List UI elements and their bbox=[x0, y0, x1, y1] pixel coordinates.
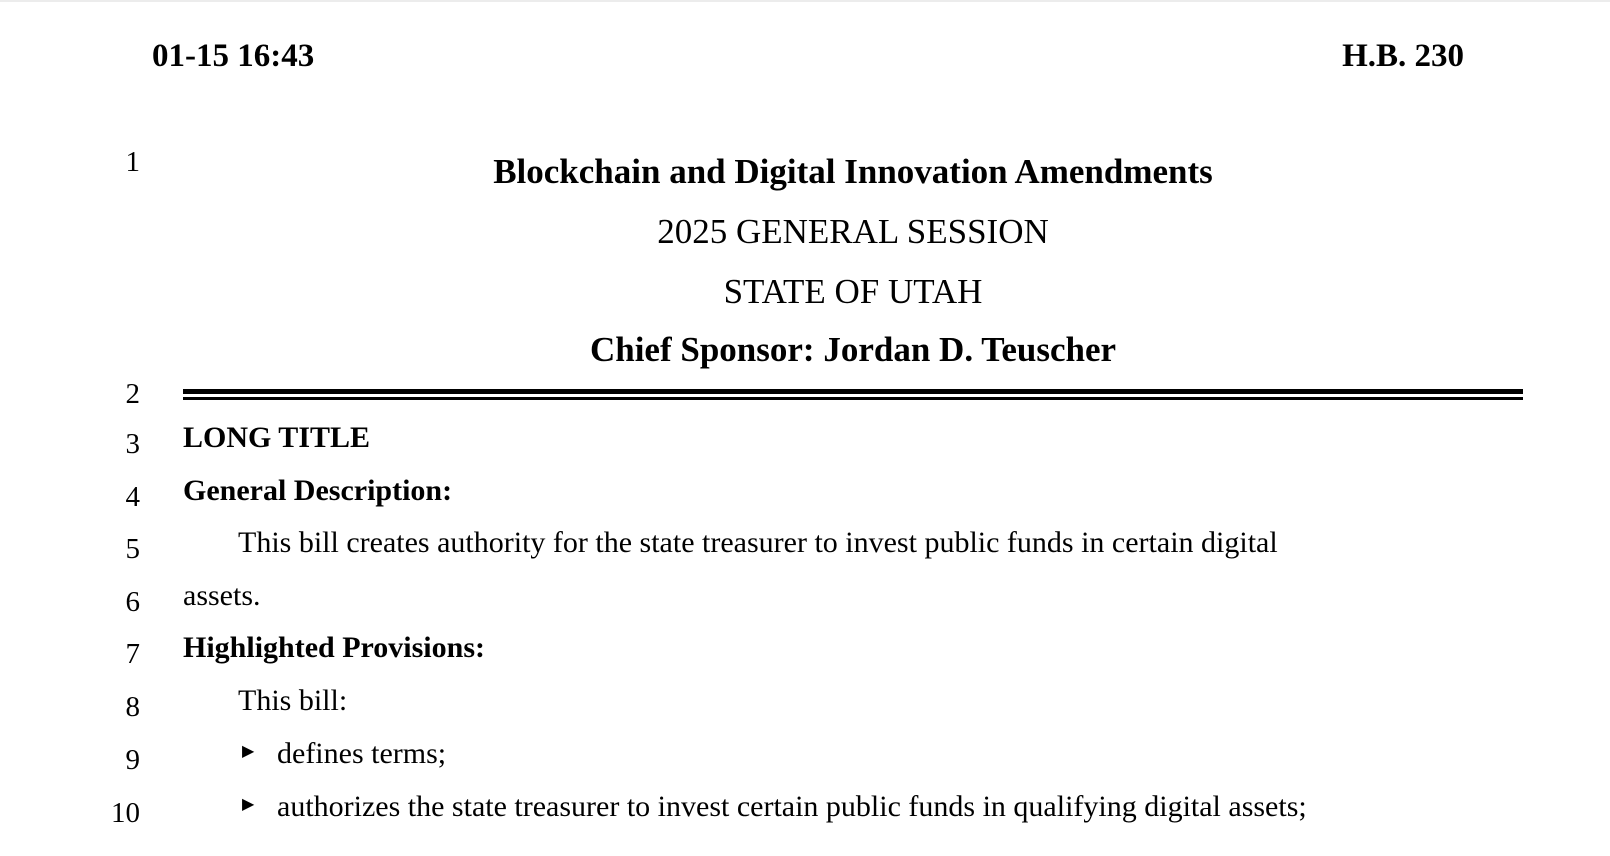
description-text-line-1: This bill creates authority for the state treasurer to invest public funds in certain digital bbox=[238, 526, 1278, 559]
top-border bbox=[0, 0, 1610, 2]
session-label: 2025 GENERAL SESSION bbox=[657, 212, 1049, 251]
provision-item-2: authorizes the state treasurer to invest certain public funds in qualifying digital assets; bbox=[277, 790, 1307, 823]
line-number-8: 8 bbox=[125, 691, 140, 723]
highlighted-provisions-heading: Highlighted Provisions: bbox=[183, 631, 485, 664]
bullet-icon: ▶ bbox=[242, 743, 255, 760]
line-number-9: 9 bbox=[125, 744, 140, 776]
line-number-6: 6 bbox=[125, 586, 140, 618]
bullet-icon: ▶ bbox=[242, 796, 255, 813]
line-number-10: 10 bbox=[111, 797, 140, 829]
line-number-1: 1 bbox=[125, 146, 140, 178]
line-number-5: 5 bbox=[125, 533, 140, 565]
header-bill-number: H.B. 230 bbox=[1342, 38, 1464, 74]
header-timestamp: 01-15 16:43 bbox=[152, 38, 315, 74]
line-number-3: 3 bbox=[125, 428, 140, 460]
chief-sponsor: Chief Sponsor: Jordan D. Teuscher bbox=[589, 330, 1117, 369]
bill-title: Blockchain and Digital Innovation Amendments bbox=[493, 152, 1213, 191]
this-bill-label: This bill: bbox=[238, 684, 348, 717]
general-description-heading: General Description: bbox=[183, 474, 453, 507]
line-number-7: 7 bbox=[125, 638, 140, 670]
description-text-line-2: assets. bbox=[183, 579, 261, 612]
line-number-2: 2 bbox=[125, 378, 140, 410]
line-number-4: 4 bbox=[125, 481, 140, 513]
provision-item-1: defines terms; bbox=[277, 737, 447, 770]
long-title-heading: LONG TITLE bbox=[183, 421, 371, 454]
state-label: STATE OF UTAH bbox=[723, 272, 983, 311]
